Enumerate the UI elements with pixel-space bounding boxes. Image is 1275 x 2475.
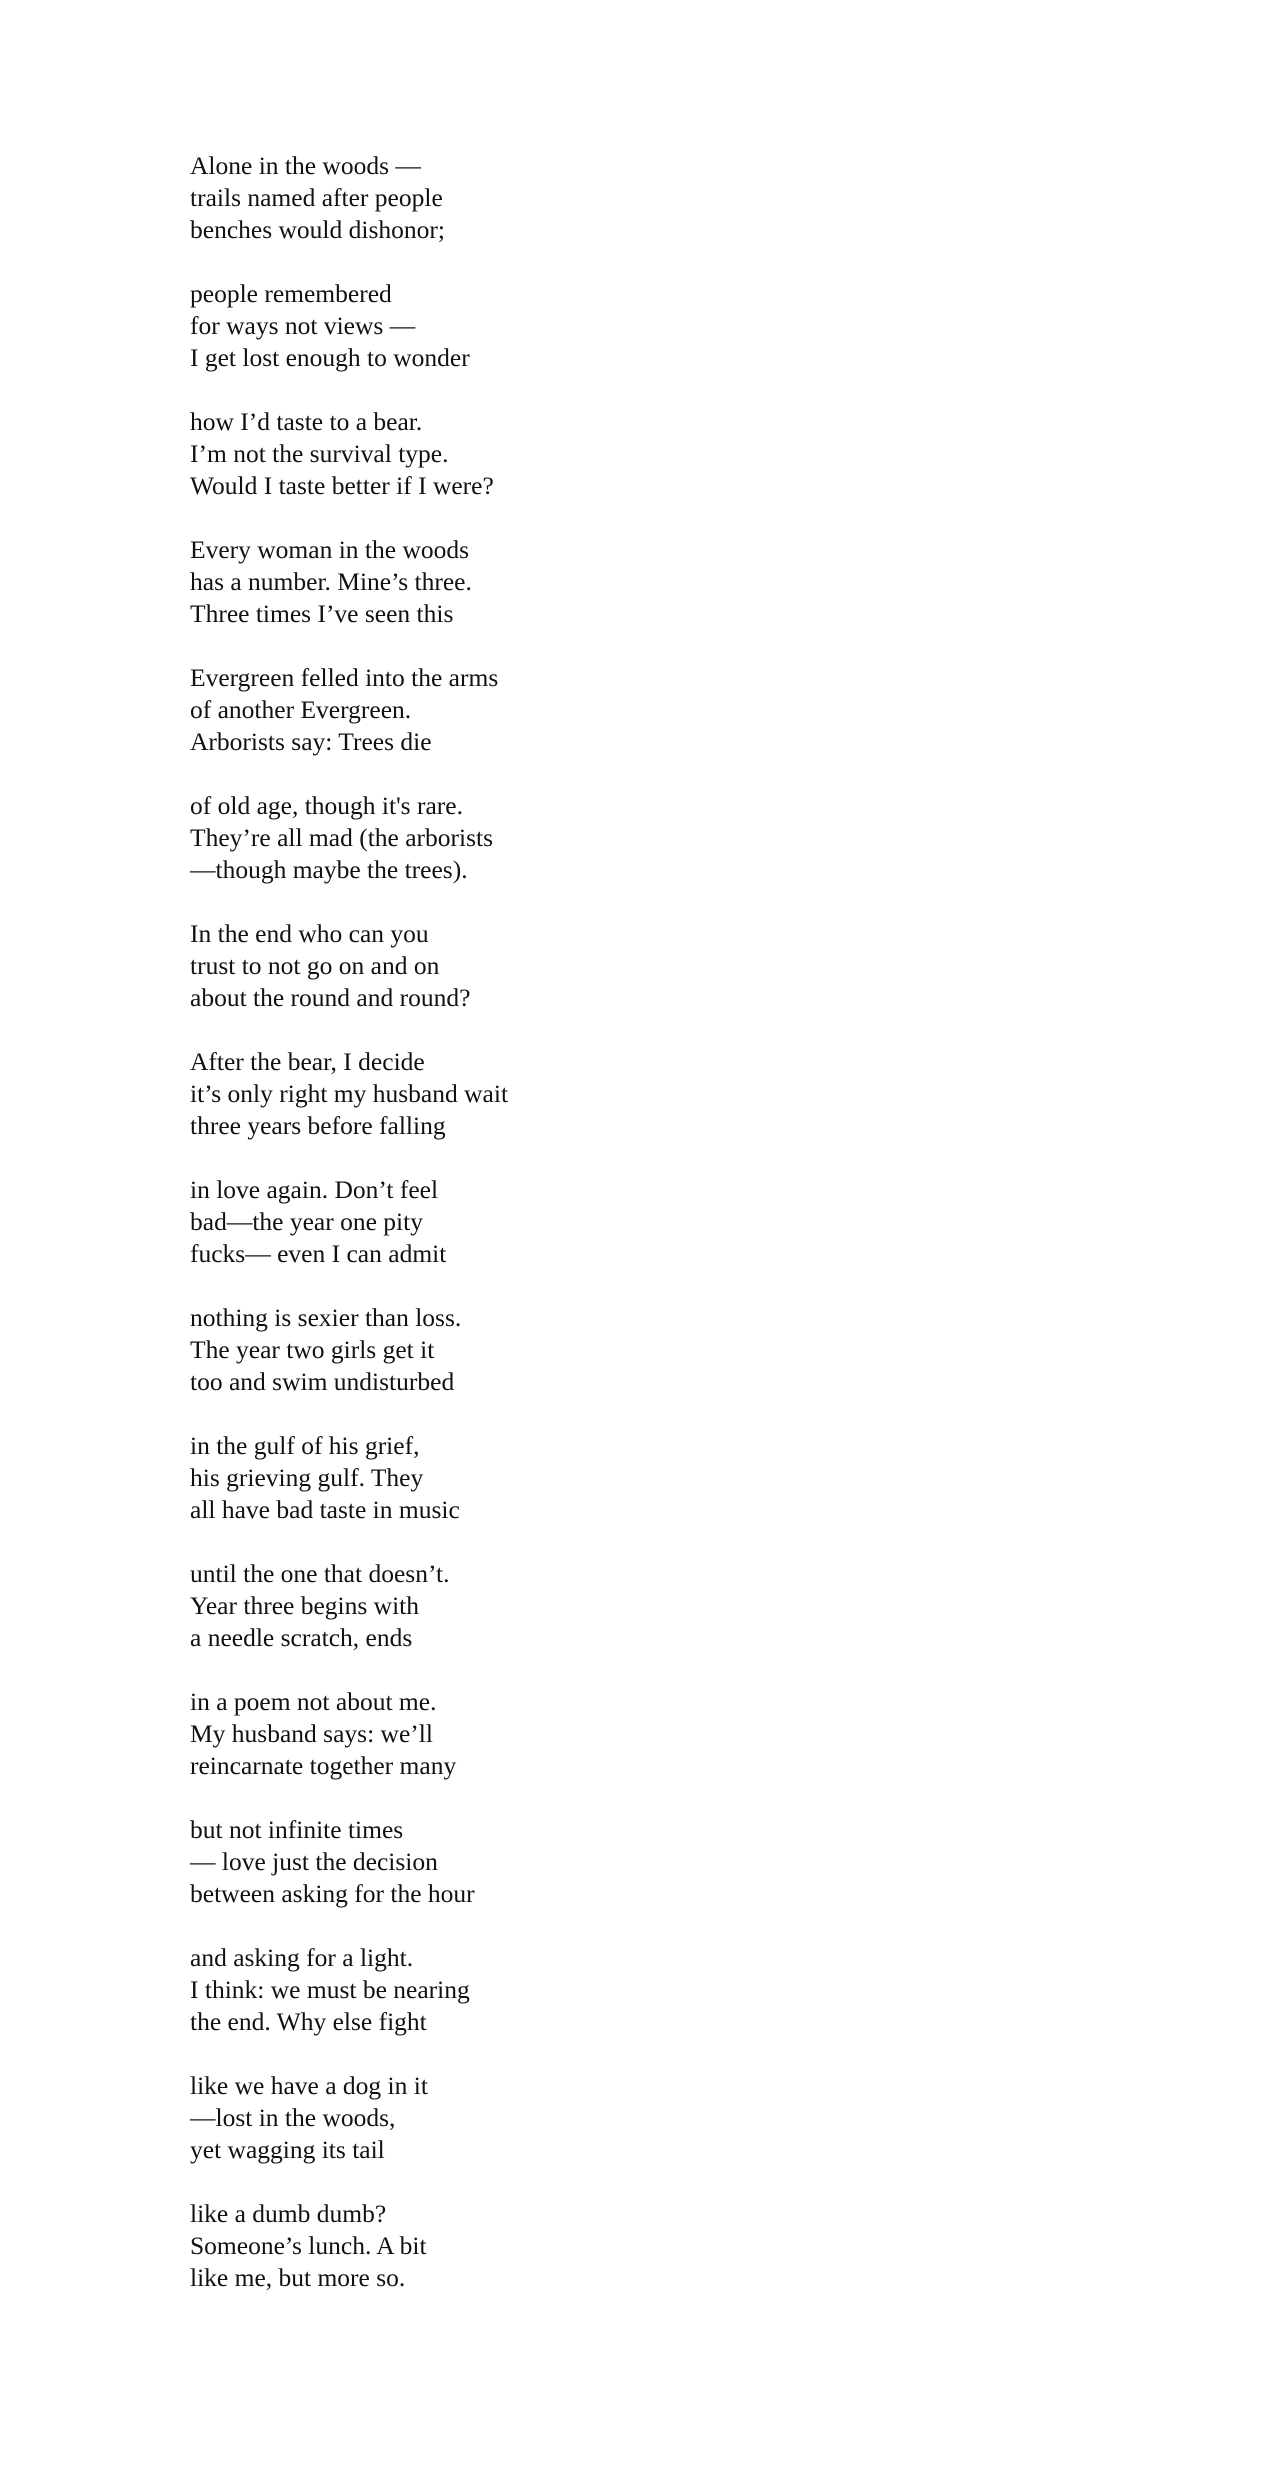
poem-line: but not infinite times xyxy=(190,1815,404,1844)
stanza xyxy=(190,1430,890,1526)
poem-line: After the bear, I decide xyxy=(190,1047,425,1076)
poem-line: trust to not go on and on xyxy=(190,951,440,980)
poem-line: a needle scratch, ends xyxy=(190,1623,413,1652)
poem-line: of old age, though it's rare. xyxy=(190,791,463,820)
poem-line: for ways not views — xyxy=(190,311,416,340)
poem-line: —though maybe the trees). xyxy=(190,855,468,884)
stanza xyxy=(190,1046,890,1142)
poem-line: has a number. Mine’s three. xyxy=(190,567,472,596)
stanza xyxy=(190,1558,890,1654)
poem-line: The year two girls get it xyxy=(190,1335,435,1364)
poem-line: reincarnate together many xyxy=(190,1751,457,1780)
poem-line: My husband says: we’ll xyxy=(190,1719,433,1748)
poem-line: how I’d taste to a bear. xyxy=(190,407,423,436)
poem-line: it’s only right my husband wait xyxy=(190,1079,509,1108)
poem-line: in a poem not about me. xyxy=(190,1687,437,1716)
stanza xyxy=(190,406,890,502)
poem-line: like we have a dog in it xyxy=(190,2071,428,2100)
poem-line: I’m not the survival type. xyxy=(190,439,449,468)
poem-line: trails named after people xyxy=(190,183,443,212)
poem-line: They’re all mad (the arborists xyxy=(190,823,494,852)
poem-line: in love again. Don’t feel xyxy=(190,1175,439,1204)
stanza xyxy=(190,150,890,246)
poem-line: Arborists say: Trees die xyxy=(190,727,432,756)
stanza xyxy=(190,918,890,1014)
poem-line: until the one that doesn’t. xyxy=(190,1559,450,1588)
poem-line: people remembered xyxy=(190,279,392,308)
poem-line: benches would dishonor; xyxy=(190,215,445,244)
stanza xyxy=(190,790,890,886)
poem-line: Would I taste better if I were? xyxy=(190,471,494,500)
poem-line: Someone’s lunch. A bit xyxy=(190,2231,427,2260)
stanza xyxy=(190,1814,890,1910)
poem-line: bad—the year one pity xyxy=(190,1207,423,1236)
poem-line: about the round and round? xyxy=(190,983,471,1012)
poem-line: too and swim undisturbed xyxy=(190,1367,455,1396)
stanza xyxy=(190,2198,890,2294)
poem-line: his grieving gulf. They xyxy=(190,1463,424,1492)
poem-line: — love just the decision xyxy=(190,1847,438,1876)
poem-line: yet wagging its tail xyxy=(190,2135,385,2164)
poem-line: the end. Why else fight xyxy=(190,2007,427,2036)
stanza xyxy=(190,1302,890,1398)
stanza xyxy=(190,1686,890,1782)
poem-line: three years before falling xyxy=(190,1111,446,1140)
stanza xyxy=(190,1174,890,1270)
poem-line: Three times I’ve seen this xyxy=(190,599,454,628)
poem-line: in the gulf of his grief, xyxy=(190,1431,420,1460)
poem-body xyxy=(190,150,890,2326)
poem-line: Every woman in the woods xyxy=(190,535,470,564)
poem-line: Evergreen felled into the arms xyxy=(190,663,499,692)
poem-line: like a dumb dumb? xyxy=(190,2199,387,2228)
stanza xyxy=(190,278,890,374)
poem-line: I get lost enough to wonder xyxy=(190,343,470,372)
poem-line: In the end who can you xyxy=(190,919,429,948)
stanza xyxy=(190,1942,890,2038)
poem-line: —lost in the woods, xyxy=(190,2103,396,2132)
stanza xyxy=(190,662,890,758)
poem-line: between asking for the hour xyxy=(190,1879,475,1908)
stanza xyxy=(190,534,890,630)
poem-line: nothing is sexier than loss. xyxy=(190,1303,462,1332)
poem-line: all have bad taste in music xyxy=(190,1495,460,1524)
poem-line: Alone in the woods — xyxy=(190,151,421,180)
poem-line: like me, but more so. xyxy=(190,2263,406,2292)
poem-line: and asking for a light. xyxy=(190,1943,414,1972)
poem-line: fucks— even I can admit xyxy=(190,1239,447,1268)
poem-line: of another Evergreen. xyxy=(190,695,412,724)
poem-line: I think: we must be nearing xyxy=(190,1975,470,2004)
stanza xyxy=(190,2070,890,2166)
poem-line: Year three begins with xyxy=(190,1591,419,1620)
